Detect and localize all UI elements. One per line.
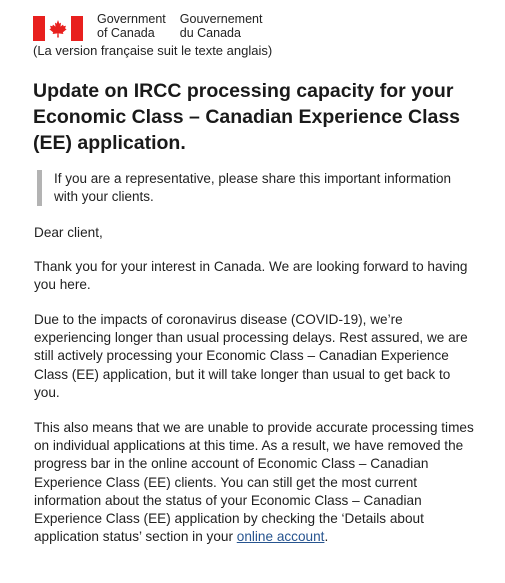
paragraph-delays: Due to the impacts of coronavirus disease (COVID-19), we’re experiencing longer than usual processing delays. Rest assured, we are still actively processing your Economic Class – Canadian Experience Class (EE) application, but it will take longer than usual to get back to you.: [34, 312, 468, 400]
paragraph-processing-times: [34, 419, 474, 546]
wordmark-french: Gouvernement du Canada: [179, 12, 263, 40]
paragraph-end: .: [324, 529, 329, 545]
language-note: (La version française suit le texte anglais): [33, 43, 273, 58]
paragraph-processing-times-text: This also means that we are unable to provide accurate processing times on individual applications at this time. As a result, we have removed the progress bar in the online account of Economic Class – Canadian Experience Class (EE) clients. You can still get the most current information about the status of your Economic Class – Canadian Experience Class (EE) application by checking the ‘Details about application status’ section in your: [34, 420, 474, 545]
maple-leaf-icon: [48, 19, 68, 39]
wordmark-english: Government of Canada: [97, 12, 166, 40]
email-title: Update on IRCC processing capacity for your Economic Class – Canadian Experience Class (EE) application.: [33, 80, 461, 154]
canada-flag-icon: [33, 16, 83, 41]
paragraph-thank-you: Thank you for your interest in Canada. We are looking forward to having you here.: [34, 259, 468, 293]
greeting: Dear client,: [34, 225, 103, 240]
representative-callout: If you are a representative, please share this important information with your clients.: [37, 170, 474, 206]
government-wordmark: [97, 13, 262, 40]
online-account-link[interactable]: online account: [236, 529, 325, 545]
government-header: [33, 13, 262, 41]
